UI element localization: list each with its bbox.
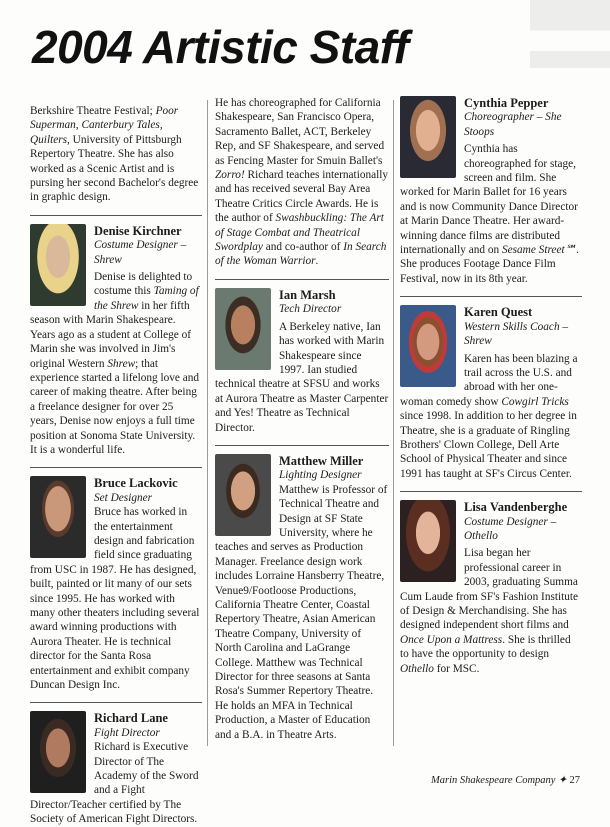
staff-role: Costume Designer – Othello	[464, 515, 557, 542]
column-divider	[207, 100, 208, 746]
staff-bio: Denise is delighted to costume this Taming of the Shrew in her fifth season with Marin Shakespeare. Years ago as a student at College of Marin she was involved in Jim's original Western Shrew; that experience started a lifelong love and career of making theatre. After being a freelance designer for over 25 years, Denise now enjoys a full time position at Sonoma State University. It is a wonderful life.	[30, 271, 200, 456]
staff-role: Set Designer	[94, 491, 153, 504]
staff-bio: Matthew is Professor of Technical Theatre and Design at SF State University, where he teaches and serves as Production Manager. Freelance design work includes Lorraine Hansberry Theatre, Venue9/Footloose Productions, California Theatre Center, Coastal Repertory Theatre, Asian American Theatre Company, University of North Carolina and LaGrange College. Matthew was Technical Director for three seasons at Santa Rosa's Summer Repertory Theatre. He holds an MFA in Technical Production, a Master of Education and a B.A. in Theatre Arts.	[215, 483, 388, 741]
intro-paragraph: Berkshire Theatre Festival; Poor Superman, Canterbury Tales, Quilters, University of Pittsburgh Repertory Theatre. She has also worked as a Scenic Artist and is pursing her second Bachelor's degree in graphic design.	[30, 105, 199, 204]
page-title: 2004 Artistic Staff	[32, 21, 409, 73]
staff-role: Western Skills Coach – Shrew	[464, 320, 569, 348]
lane-bio-continued: He has choreographed for California Shakespeare, San Francisco Opera, Sacramento Ballet, ACT, Berkeley Rep, and SF Shakespeare, and served as Fencing Master for Smuin Ballet's Zorro! Richard teaches internationally and has received several Bay Area Theatre Critics Circle Awards. He is the author of Swashbuckling: The Art of Stage Combat and Theatrical Swordplay and co-author of In Search of the Woman Warrior.	[215, 97, 389, 268]
staff-bio: Bruce has worked in the entertainment design and fabrication field since graduating from USC in 1987. He has designed, built, painted or lit many of our sets since 1995. He has worked with many other theaters including several award winning productions with Aurora Theater. He is technical director for the Santa Rosa entertainment and exhibit company Duncan Design Inc.	[30, 506, 200, 692]
staff-name: Karen Quest	[464, 305, 533, 320]
bio-bruce-lackovic	[30, 476, 202, 692]
portrait-photo	[215, 454, 271, 536]
bio-lisa-vandenberghe	[400, 500, 582, 676]
staff-bio: Lisa began her professional career in 2003, graduating Summa Cum Laude from SF's Fashion Institute of Design & Merchandising. She has designed independent short films and Once Upon a Mattress. She is thrilled to have the opportunity to design Othello for MSC.	[400, 547, 579, 675]
lane-bio-part-1: Richard is Executive Director of The Academy of the Sword and a Fight Director/Teacher certified by The Society of American Fight Directors.	[30, 741, 199, 826]
bio-denise-kirchner	[30, 224, 202, 458]
staff-name: Lisa Vandenberghe	[464, 500, 568, 515]
staff-name: Matthew Miller	[279, 453, 364, 468]
portrait-photo	[400, 305, 456, 387]
staff-role: Tech Director	[279, 303, 342, 316]
staff-bio: Karen has been blazing a trail across the U.S. and abroad with her one-woman comedy show Cowgirl Tricks since 1998. In addition to her degree in Theatre, she is a graduate of Ringling Brothers' Clown College, Dell Arte School of Physical Theater and since 1991 has taught at SF's Circus Center.	[400, 352, 578, 480]
column-1	[30, 104, 202, 827]
bio-ian-marsh	[215, 288, 389, 435]
column-divider	[393, 100, 394, 746]
staff-role: Lighting Designer	[279, 469, 362, 482]
staff-role: Choreographer – She Stoops	[464, 111, 562, 138]
portrait-photo	[400, 96, 456, 178]
bio-cynthia-pepper	[400, 96, 582, 286]
portrait-photo	[215, 288, 271, 370]
staff-name: Ian Marsh	[279, 287, 336, 302]
staff-bio: Cynthia has choreographed for stage, screen and film. She worked for Marin Ballet for 16 years and is now Community Dance Director at Marin Dance Theatre. Her award-winning dance films are distributed internationally and on Sesame Street℠. She produces Footage Dance Film Festival, now in its 8th year.	[400, 143, 579, 285]
divider	[215, 279, 389, 280]
staff-name: Bruce Lackovic	[94, 476, 178, 491]
divider	[30, 467, 202, 468]
divider	[400, 296, 582, 297]
footer-separator-icon: ✦	[558, 775, 567, 786]
staff-name: Richard Lane	[94, 711, 168, 726]
divider	[30, 215, 202, 216]
bio-matthew-miller	[215, 454, 389, 742]
portrait-photo	[30, 711, 86, 793]
divider	[215, 445, 389, 446]
divider	[30, 702, 202, 703]
page-number: 27	[569, 775, 580, 786]
column-3	[400, 96, 582, 676]
staff-name: Denise Kirchner	[94, 223, 182, 238]
portrait-photo	[30, 476, 86, 558]
staff-bio: A Berkeley native, Ian has worked with Marin Shakespeare since 1997. Ian studied technical theatre at SFSU and works at Aurora Theatre as Master Carpenter and Yes! Theatre as Technical Director.	[215, 320, 389, 434]
column-2	[215, 96, 389, 742]
staff-role: Fight Director	[94, 726, 160, 739]
staff-role: Costume Designer – Shrew	[94, 239, 187, 266]
page-footer	[431, 774, 580, 786]
divider	[400, 491, 582, 492]
bio-karen-quest	[400, 305, 582, 481]
staff-name: Cynthia Pepper	[464, 96, 549, 110]
bio-richard-lane	[30, 711, 202, 826]
portrait-photo	[30, 224, 86, 306]
footer-company: Marin Shakespeare Company	[431, 775, 556, 786]
portrait-photo	[400, 500, 456, 582]
